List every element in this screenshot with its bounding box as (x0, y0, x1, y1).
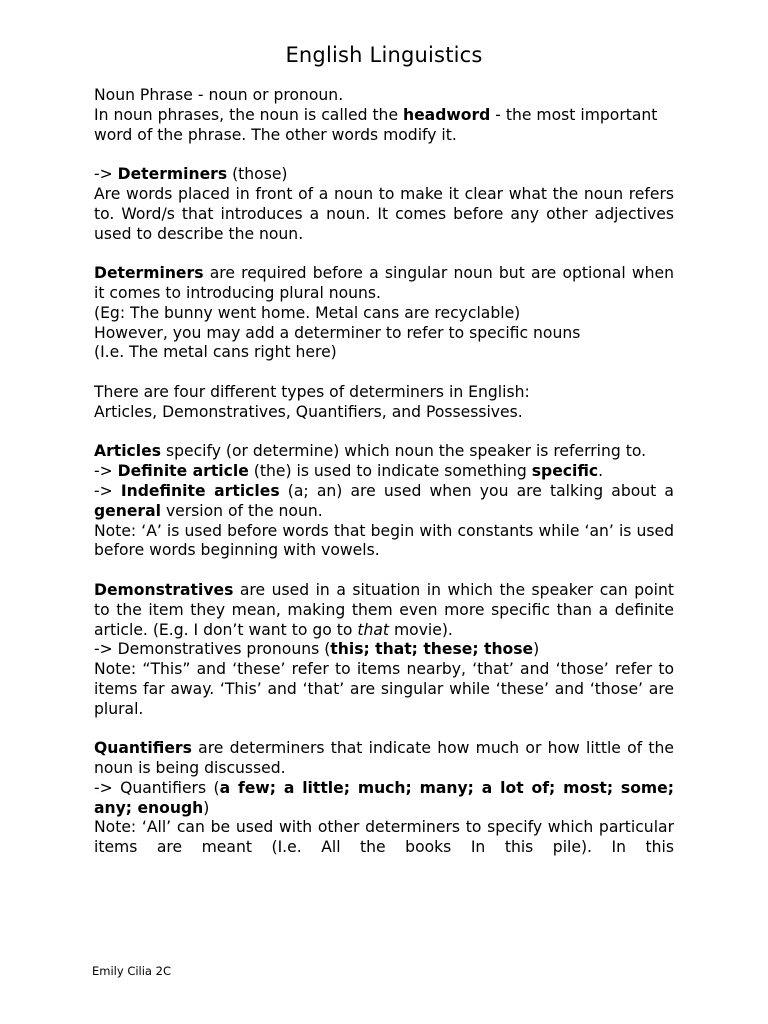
page-title: English Linguistics (285, 43, 483, 67)
paragraph-text: movie). (389, 620, 453, 639)
spacer (94, 561, 674, 581)
heading-text: (those) (227, 165, 288, 184)
document-body (94, 86, 674, 858)
determiners-definition: Are words placed in front of a noun to make it clear what the noun refers to. Word/s that introduces a noun. It comes before any other adjectives used to describe the noun. (94, 184, 674, 243)
paragraph-text: . (598, 462, 604, 481)
articles-paragraph (94, 442, 674, 462)
however-line: However, you may add a determiner to refer to specific nouns (94, 323, 581, 342)
demonstratives-note: Note: “This” and ‘these’ refer to items nearby, ‘that’ and ‘those’ refer to items far away. ‘This’ and ‘that’ are singular while ‘these’ and ‘those’ are plural. (94, 660, 674, 718)
pronouns-list: this; that; these; those (330, 640, 534, 659)
specific-term: specific (531, 462, 599, 481)
paragraph-text: - the most important word of the phrase. The other words modify it. (94, 105, 658, 144)
paragraph-text: ) (533, 640, 540, 659)
spacer (94, 423, 674, 443)
paragraph-text: (the) is used to indicate something (248, 462, 532, 481)
paragraph-text: are used in a situation in which the speaker can point to the item they mean, making them even more specific than a definite article. (E.g. I don’t want to go to (94, 580, 674, 639)
example-line: (Eg: The bunny went home. Metal cans are recyclable) (94, 303, 521, 322)
paragraph-text: version of the noun. (160, 501, 323, 520)
paragraph-text: are determiners that indicate how much or how little of the noun is being discussed. (94, 739, 674, 778)
quantifiers-paragraph (94, 739, 674, 779)
example-line: (I.e. The metal cans right here) (94, 343, 337, 362)
intro-line (94, 86, 674, 106)
demonstratives-paragraph (94, 581, 674, 640)
types-list-line: Articles, Demonstratives, Quantifiers, and Possessives. (94, 402, 523, 421)
demonstrative-pronouns-line (94, 640, 674, 660)
demonstratives-term: Demonstratives (94, 580, 234, 599)
definite-article-line (94, 462, 674, 482)
paragraph-text: In noun phrases, the noun is called the (94, 105, 403, 124)
italic-that: that (357, 620, 389, 639)
paragraph-text: (a; an) are used when you are talking about a (279, 481, 674, 500)
spacer (94, 244, 674, 264)
types-line: There are four different types of determiners in English: (94, 382, 530, 401)
indefinite-article-term: Indefinite articles (120, 481, 280, 500)
definite-article-term: Definite article (117, 462, 249, 481)
quantifiers-note: Note: ‘All’ can be used with other determiners to specify which particular items are meant (I.e. All the books In this pile). In this (94, 818, 674, 857)
quantifiers-term: Quantifiers (94, 739, 192, 758)
determiners-heading (94, 165, 674, 185)
paragraph-text: specify (or determine) which noun the speaker is referring to. (161, 442, 647, 461)
paragraph-text: -> Demonstratives pronouns ( (94, 640, 331, 659)
quantifiers-list: a few; a little; much; many; a lot of; most; some; any; enough (94, 778, 674, 817)
quantifiers-list-line (94, 779, 674, 819)
spacer (94, 145, 674, 165)
page-footer: Emily Cilia 2C (92, 964, 171, 978)
headword-paragraph (94, 106, 674, 146)
arrow-text: -> (94, 481, 121, 500)
spacer (94, 363, 674, 383)
headword-term: headword (403, 105, 491, 124)
indefinite-article-line (94, 482, 674, 522)
spacer (94, 720, 674, 740)
arrow-text: -> (94, 165, 118, 184)
determiners-term: Determiners (94, 264, 204, 283)
articles-term: Articles (94, 442, 162, 461)
determiners-required-paragraph (94, 264, 674, 304)
arrow-text: -> (94, 462, 118, 481)
intro-text: Noun Phrase - noun or pronoun. (94, 86, 344, 104)
paragraph-text: ) (203, 798, 210, 817)
general-term: general (94, 501, 161, 520)
articles-note: Note: ‘A’ is used before words that begin with constants while ‘an’ is used before words beginning with vowels. (94, 521, 674, 560)
paragraph-text: are required before a singular noun but are optional when it comes to introducing plural nouns. (94, 264, 674, 302)
paragraph-text: -> Quantifiers ( (94, 778, 220, 797)
determiners-term: Determiners (117, 165, 228, 184)
